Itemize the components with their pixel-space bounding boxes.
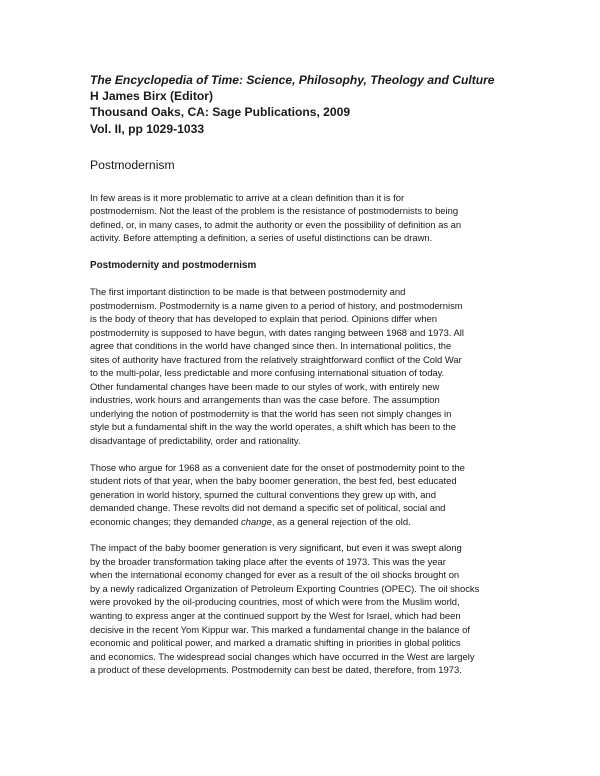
paragraph-1 [90,286,518,449]
text-line: decisive in the recent Yom Kippur war. This marked a fundamental change in the balance of [90,624,470,636]
text-line: postmodernism. Postmodernity is a name given to a period of history, and postmodernism [90,300,463,312]
text-line: and economics. The widespread social changes which have occurred in the West are largely [90,651,475,663]
text-line: were provoked by the oil-producing countries, most of which were from the Muslim world, [90,597,460,609]
text-line: sites of authority have fractured from the relatively straightforward conflict of the Cold War [90,354,462,366]
text-line: activity. Before attempting a definition, a series of useful distinctions can be drawn. [90,233,433,245]
text-line: is the body of theory that has developed to explain that period. Opinions differ when [90,314,438,326]
text-line: In few areas is it more problematic to arrive at a clean definition than it is for [90,192,405,204]
text-line [90,516,518,530]
text-line: postmodernism. Not the least of the problem is the resistance of postmodernists to being [90,206,459,218]
text-line: postmodernity is supposed to have begun, with dates ranging between 1968 and 1973. All [90,327,464,339]
citation-header [90,72,518,137]
text-line: agree that conditions in the world have changed since then. In international politics, the [90,341,452,353]
text-line: industries, work hours and arrangements than was the case before. The assumption [90,395,440,407]
book-title: The Encyclopedia of Time: Science, Philosophy, Theology and Culture [90,73,495,87]
editor-line: H James Birx (Editor) [90,89,213,104]
text-line: when the international economy changed for ever as a result of the oil shocks brought on [90,570,460,582]
text-line: underlying the notion of postmodernity is that the world has seen not simply changes in [90,408,452,420]
paragraph-2 [90,462,518,530]
text-line: a product of these developments. Postmodernity can best be dated, therefore, from 1973. [90,665,462,677]
section-title: Postmodernism [90,157,175,172]
text-line: Other fundamental changes have been made to our styles of work, with entirely new [90,381,440,393]
text-line: The impact of the baby boomer generation is very significant, but even it was swept along [90,543,462,555]
text-run: , as a general rejection of the old. [271,516,411,528]
emphasis-change: change [240,516,272,528]
publisher-line: Thousand Oaks, CA: Sage Publications, 2009 [90,105,351,120]
text-line: student riots of that year, when the baby boomer generation, the best fed, best educated [90,476,457,488]
text-line: generation in world history, spurned the cultural conventions they grew up with, and [90,489,436,501]
text-line: by a newly radicalized Organization of Petroleum Exporting Countries (OPEC). The oil shocks [90,583,480,595]
text-run: economic changes; they demanded [90,516,241,528]
text-line: to the multi-polar, less predictable and more confusing international situation of today. [90,368,445,380]
text-line: demanded change. These revolts did not demand a specific set of political, social and [90,503,446,515]
text-line: wanting to express anger at the continued support by the West for Israel, which had been [90,611,461,623]
volume-pages-line: Vol. II, pp 1029-1033 [90,121,205,136]
text-line: by the broader transformation taking place after the events of 1973. This was the year [90,556,446,568]
text-line: Those who argue for 1968 as a convenient date for the onset of postmodernity point to the [90,462,465,474]
text-line: defined, or, in many cases, to admit the authority or even the possibility of definition as an [90,219,462,231]
paragraph-3 [90,542,518,677]
text-line: style but a fundamental shift in the way the world operates, a shift which has been to the [90,422,456,434]
text-line: The first important distinction to be made is that between postmodernity and [90,287,406,298]
intro-paragraph [90,192,518,246]
text-line: disadvantage of predictability, order and rationality. [90,436,301,448]
text-line: economic and political power, and marked a dramatic shifting in priorities in global politics [90,638,461,650]
subheading: Postmodernity and postmodernism [90,260,257,271]
